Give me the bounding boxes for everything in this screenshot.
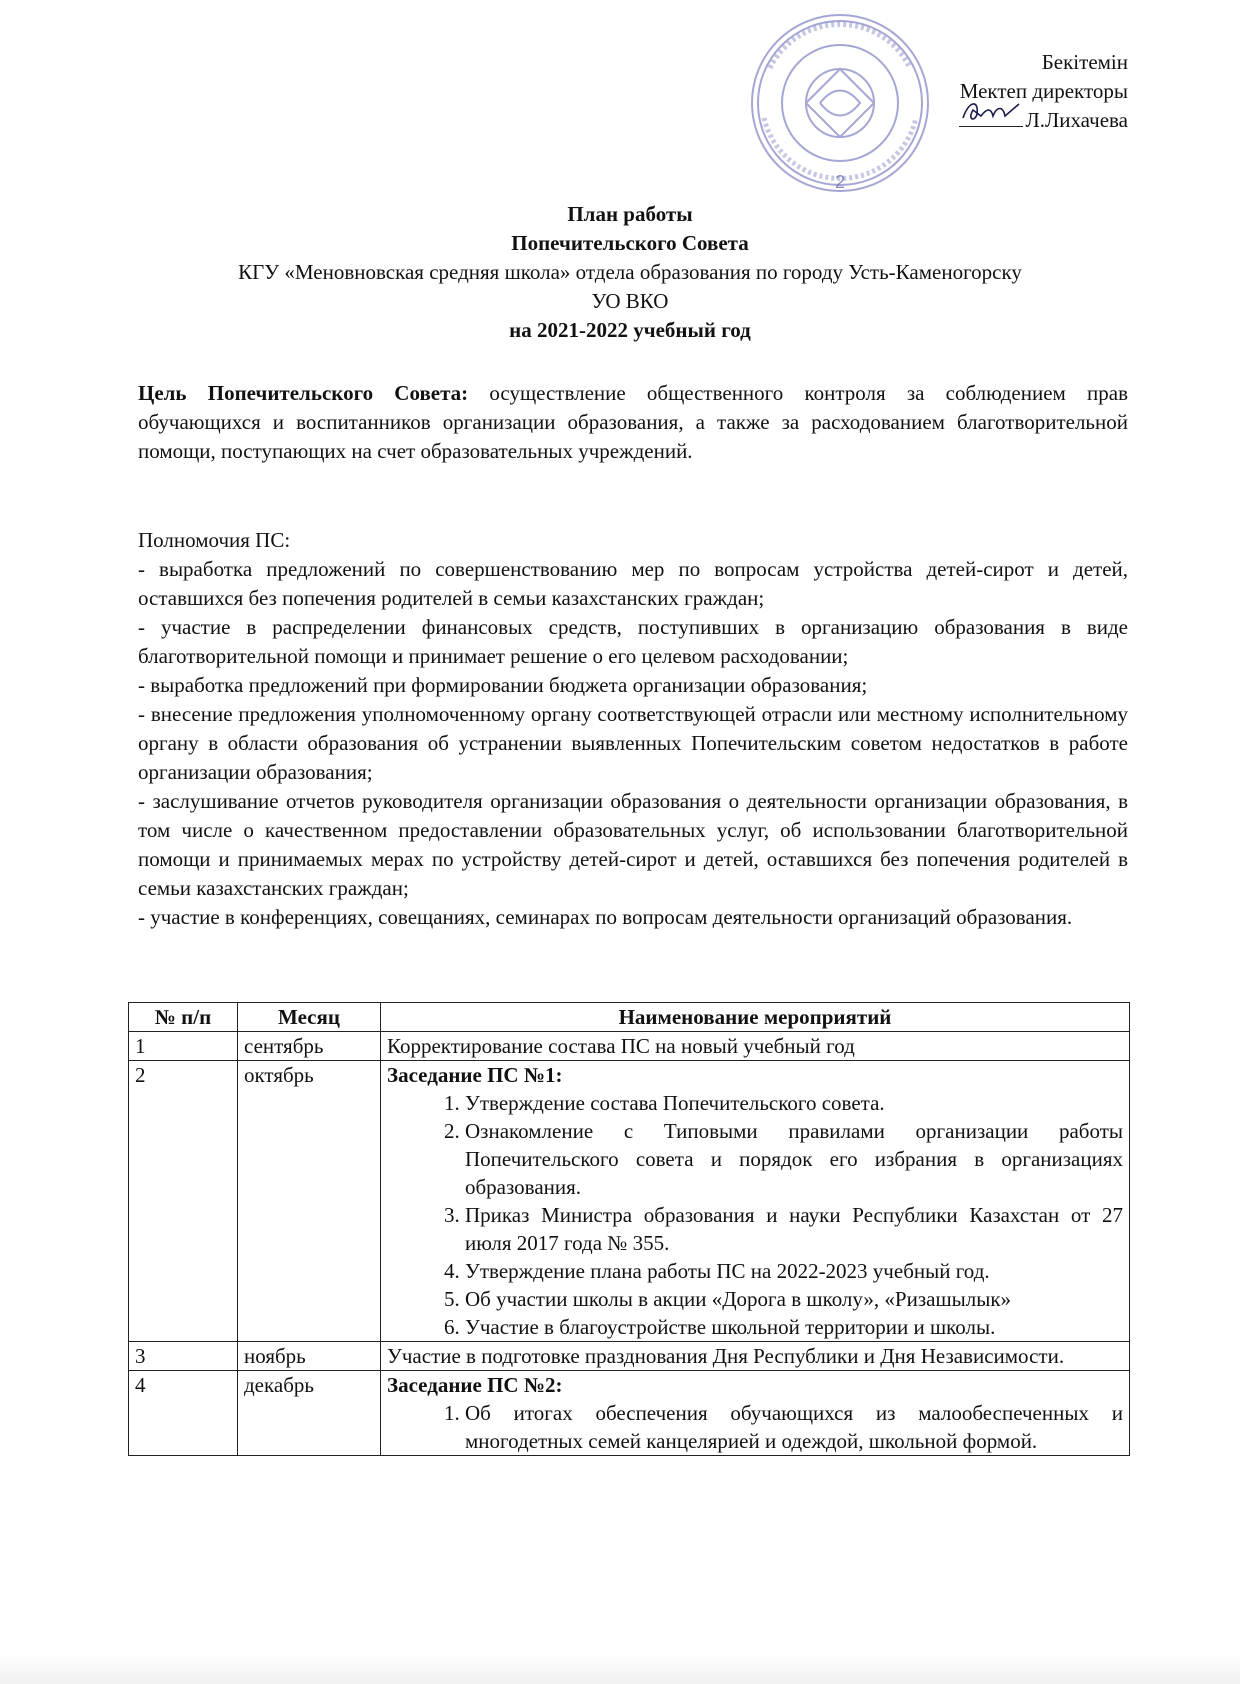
table-row [129,1371,1130,1456]
col-number-header: № п/п [129,1003,238,1032]
agenda-item: 1. Об итогах обеспечения обучающихся из малообеспеченных и многодетных семей канцелярией и одеждой, школьной формой. [465,1399,1123,1455]
row-text: Корректирование состава ПС на новый учебный год [381,1032,1130,1061]
goal-text: осуществление общественного контроля за соблюдением прав обучающихся и воспитанников организации образования, а также за расходованием благотворительной помощи, поступающих на счет образовательных учреждений. [138,381,1128,463]
header-subtitle: Попечительского Совета [511,231,749,255]
approval-line2: Мектеп директоры [959,79,1128,103]
col-events-header: Наименование мероприятий [381,1003,1130,1032]
powers-item: - выработка предложений по совершенствованию мер по вопросам устройства детей-сирот и детей, оставшихся без попечения родителей в семьи казахстанских граждан; [138,557,1128,610]
row-month: сентябрь [238,1032,381,1061]
header-department: УО ВКО [591,289,669,313]
school-seal-stamp [740,8,940,198]
row-number: 2 [129,1061,238,1342]
seal-number: 2 [834,172,846,192]
header-year: на 2021-2022 учебный год [509,318,751,342]
powers-item: - внесение предложения уполномоченному органу соответствующей отрасли или местному исполнительному органу в области образования об устранении выявленных Попечительским советом недостатков в работе организации образования; [138,702,1128,784]
table-row [129,1061,1130,1342]
col-month-header: Месяц [238,1003,381,1032]
approval-signature-line [959,106,1128,135]
approval-line1: Бекітемін [1041,50,1128,74]
table-header-row [129,1003,1130,1032]
row-number: 4 [129,1371,238,1456]
approval-line3: Л.Лихачева [1025,108,1128,132]
table-row [129,1342,1130,1371]
session-title: Заседание ПС №1: [387,1063,563,1087]
agenda-item: 5. Об участии школы в акции «Дорога в школу», «Ризашылык» [465,1285,1123,1313]
agenda-item: 6. Участие в благоустройстве школьной территории и школы. [465,1313,1123,1341]
document-header [130,200,1130,345]
row-number: 1 [129,1032,238,1061]
powers-section [138,526,1128,932]
session-agenda-list [387,1089,1123,1341]
powers-item: - участие в конференциях, совещаниях, семинарах по вопросам деятельности организаций образования. [138,905,1073,929]
agenda-item: 4. Утверждение плана работы ПС на 2022-2023 учебный год. [465,1257,1123,1285]
row-month: ноябрь [238,1342,381,1371]
goal-paragraph [138,379,1128,466]
powers-item: - заслушивание отчетов руководителя организации образования о деятельности организации образования, в том числе о качественном предоставлении образовательных услуг, об использовании благотворительной помощи и принимаемых мерах по устройству детей-сирот и детей, оставшихся без попечения родителей в семьи казахстанских граждан; [138,789,1128,900]
agenda-item: 2. Ознакомление с Типовыми правилами организации работы Попечительского совета и порядок его избрания в организациях образования. [465,1117,1123,1201]
row-text: Участие в подготовке празднования Дня Республики и Дня Независимости. [381,1342,1130,1371]
table-row [129,1032,1130,1061]
powers-item: - выработка предложений при формировании бюджета организации образования; [138,673,868,697]
approval-block [959,48,1128,135]
session-title: Заседание ПС №2: [387,1373,563,1397]
row-number: 3 [129,1342,238,1371]
page-bottom-shadow [0,1654,1240,1684]
row-events-cell [381,1371,1130,1456]
session-agenda-list [387,1399,1123,1455]
row-month: октябрь [238,1061,381,1342]
events-table [128,1002,1130,1456]
header-title: План работы [567,202,693,226]
agenda-item: 3. Приказ Министра образования и науки Республики Казахстан от 27 июля 2017 года № 355. [465,1201,1123,1257]
row-events-cell [381,1061,1130,1342]
header-organization: КГУ «Меновновская средняя школа» отдела образования по городу Усть-Каменогорску [238,260,1022,284]
agenda-item: 1. Утверждение состава Попечительского совета. [465,1089,1123,1117]
goal-label: Цель Попечительского Совета: [138,381,469,405]
row-month: декабрь [238,1371,381,1456]
powers-item: - участие в распределении финансовых средств, поступивших в организацию образования в виде благотворительной помощи и принимает решение о его целевом расходовании; [138,615,1128,668]
powers-title: Полномочия ПС: [138,528,291,552]
director-signature [959,106,1023,127]
